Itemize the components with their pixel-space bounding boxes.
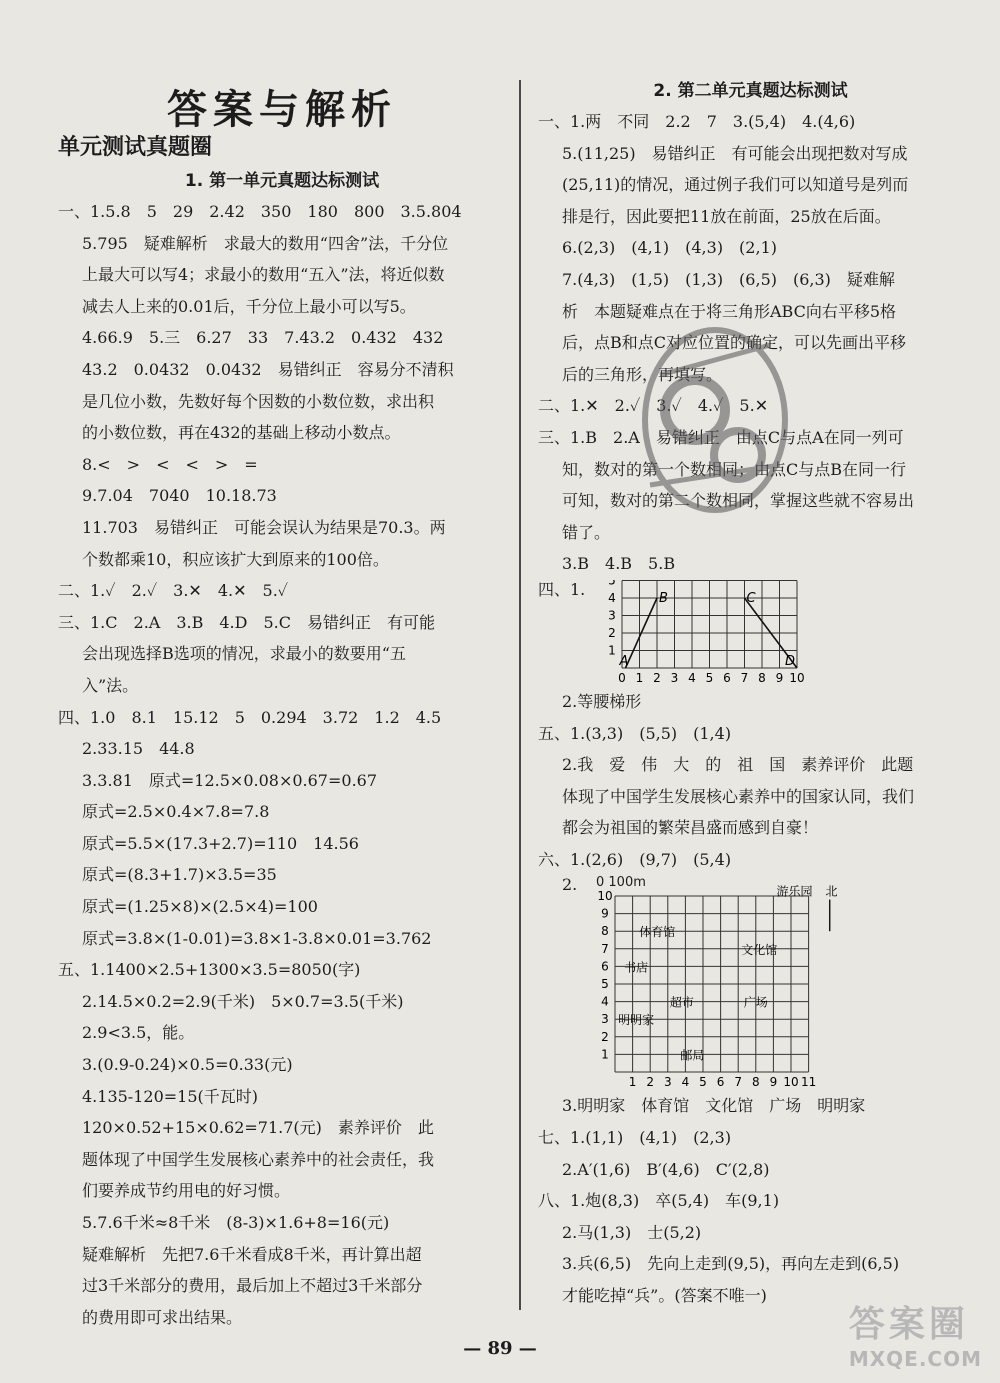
answer-line: 原式=(1.25×8)×(2.5×4)=100 — [82, 897, 318, 917]
answer-line: 43.2 0.0432 0.0432 易错纠正 容易分不清积 — [82, 359, 454, 379]
answer-line: 2.A′(1,6) B′(4,6) C′(2,8) — [562, 1159, 770, 1179]
x-tick-label: 5 — [699, 1075, 707, 1090]
answer-line: 析 本题疑难点在于将三角形ABC向右平移5格 — [562, 301, 897, 321]
answer-line: 2.33.15 44.8 — [82, 739, 195, 759]
x-tick-label: 4 — [688, 670, 696, 685]
answer-line: 8.< > < < > = — [82, 454, 258, 474]
answer-line: 们要养成节约用电的好习惯。 — [82, 1181, 291, 1201]
map-scale: 0 100m — [596, 875, 646, 891]
map-place-label: 北 — [825, 885, 838, 900]
unit-1-answers — [58, 196, 506, 1333]
x-tick-label: 3 — [663, 1075, 672, 1090]
unit-2-answers-part-3 — [538, 1090, 963, 1311]
answer-line: 二、1.✓ 2.✓ 3.✕ 4.✕ 5.✓ — [58, 581, 289, 601]
map-grid — [538, 875, 963, 1090]
test-title-unit-1: 1. 第一单元真题达标测试 — [184, 171, 380, 191]
answer-line: 2.14.5×0.2=2.9(千米) 5×0.7=3.5(千米) — [82, 991, 404, 1011]
coordinate-grid-trapezoid — [538, 580, 963, 686]
answer-line: 过3千米部分的费用，最后加上不超过3千米部分 — [82, 1276, 423, 1296]
answer-line: 入”法。 — [82, 675, 139, 695]
answer-line: 5.7.6千米≈8千米 (8-3)×1.6+8=16(元) — [82, 1213, 390, 1232]
answer-line: 都会为祖国的繁荣昌盛而感到自豪！ — [562, 818, 819, 838]
y-tick-label: 5 — [601, 977, 609, 992]
answer-line: 11.703 易错纠正 可能会误认为结果是70.3。两 — [82, 517, 446, 537]
watermark-domain: MXQE.COM — [848, 1347, 982, 1371]
answer-line: 会出现选择B选项的情况，求最小的数要用“五 — [82, 644, 406, 664]
x-tick-label: 8 — [751, 1075, 760, 1090]
answer-line: 5.795 疑难解析 求最大的数用“四舍”法，千分位 — [82, 233, 449, 253]
y-tick-label: 3 — [601, 1012, 609, 1027]
answer-line: 4.66.9 5.三 6.27 33 7.43.2 0.432 432 — [82, 328, 444, 348]
y-tick-label: 1 — [608, 643, 616, 658]
x-tick-label: 1 — [635, 670, 644, 685]
answer-line: 3.3.81 原式=12.5×0.08×0.67=0.67 — [82, 770, 378, 790]
answer-line: 后，点B和点C对应位置的确定，可以先画出平移 — [562, 333, 907, 353]
map-place-label: 体育馆 — [639, 925, 676, 940]
y-tick-label: 9 — [601, 907, 609, 922]
answer-line: 一、1.5.8 5 29 2.42 350 180 800 3.5.804 — [58, 202, 462, 221]
answer-line: 题体现了中国学生发展核心素养中的社会责任，我 — [82, 1149, 435, 1169]
promo-stamp-image — [620, 315, 810, 525]
answer-line: 2.我 爱 伟 大 的 祖 国 素养评价 此题 — [562, 755, 914, 775]
trapezoid-grid-svg — [538, 580, 963, 686]
answer-line: 2.马(1,3) 士(5,2) — [562, 1222, 702, 1242]
answer-line: 是几位小数，先数好每个因数的小数位数，求出积 — [82, 391, 435, 411]
answer-line: 三、1.C 2.A 3.B 4.D 5.C 易错纠正 有可能 — [58, 612, 435, 632]
x-tick-label: 6 — [716, 1075, 725, 1090]
x-tick-label: 2 — [653, 670, 661, 685]
map-grid-svg — [538, 875, 963, 1090]
answer-line: 个数都乘10，积应该扩大到原来的100倍。 — [82, 549, 389, 569]
answer-line: 原式=3.8×(1-0.01)=3.8×1-3.8×0.01=3.762 — [82, 928, 432, 948]
answer-line: 3.兵(6,5) 先向上走到(9,5)，再向左走到(6,5) — [562, 1254, 900, 1274]
x-tick-label: 2 — [646, 1075, 655, 1090]
watermark-logo-text: 答案圈 — [848, 1304, 969, 1345]
x-tick-label: 11 — [800, 1075, 817, 1090]
x-tick-label: 5 — [705, 670, 714, 685]
page-title: 答案与解析 — [167, 87, 397, 133]
map-place-label: 明明家 — [618, 1013, 655, 1028]
x-tick-label: 10 — [789, 670, 805, 685]
point-label: D — [785, 653, 796, 669]
answer-line: 9.7.04 7040 10.18.73 — [82, 486, 277, 506]
answer-line: 2.9<3.5，能。 — [82, 1023, 195, 1043]
question-label: 四、1. — [538, 579, 586, 599]
y-tick-label: 3 — [608, 608, 616, 623]
x-tick-label: 8 — [758, 670, 766, 685]
answer-line: 一、1.两 不同 2.2 7 3.(5,4) 4.(4,6) — [538, 112, 856, 131]
answer-line: 减去人上来的0.01后，千分位上最小可以写5。 — [82, 296, 416, 316]
answer-line: 可知，数对的第二个数相同，掌握这些就不容易出 — [562, 491, 915, 511]
question-label: 2. — [562, 875, 578, 895]
answer-line: 3.明明家 体育馆 文化馆 广场 明明家 — [562, 1096, 866, 1116]
answer-line: 后的三角形，再填写。 — [562, 364, 723, 384]
x-tick-label: 3 — [670, 670, 679, 685]
x-tick-label: 9 — [769, 1075, 778, 1090]
y-tick-label: 5 — [608, 579, 616, 588]
y-tick-label: 4 — [608, 590, 616, 605]
unit-2-answers-part-2 — [538, 686, 963, 876]
map-place-label: 文化馆 — [741, 943, 778, 958]
right-column — [538, 76, 963, 1312]
x-tick-label: 0 — [618, 670, 626, 685]
answer-line: 原式=(8.3+1.7)×3.5=35 — [82, 865, 277, 885]
answer-line: 才能吃掉“兵”。(答案不唯一) — [562, 1286, 767, 1306]
answer-line: 3.(0.9-0.24)×0.5=0.33(元) — [82, 1055, 293, 1075]
map-place-label: 广场 — [743, 996, 768, 1011]
answer-line: 错了。 — [562, 522, 611, 542]
y-tick-label: 1 — [601, 1047, 609, 1062]
point-label: A — [619, 653, 629, 669]
answer-line: (25,11)的情况，通过例子我们可以知道号是列而 — [562, 175, 909, 195]
y-tick-label: 10 — [597, 889, 613, 904]
answer-line: 五、1.1400×2.5+1300×3.5=8050(字) — [58, 960, 361, 980]
answer-line: 的小数位数，再在432的基础上移动小数点。 — [82, 423, 401, 443]
point-label: C — [746, 590, 756, 606]
test-title-unit-2: 2. 第二单元真题达标测试 — [653, 81, 848, 101]
answer-line: 7.(4,3) (1,5) (1,3) (6,5) (6,3) 疑难解 — [562, 269, 895, 289]
x-tick-label: 7 — [734, 1075, 743, 1090]
x-tick-label: 1 — [628, 1075, 637, 1090]
page-number: — 89 — — [463, 1338, 537, 1359]
point-label: B — [659, 590, 668, 606]
section-title: 单元测试真题圈 — [58, 135, 213, 160]
answer-line: 疑难解析 先把7.6千米看成8千米，再计算出超 — [82, 1244, 422, 1264]
answer-line: 6.(2,3) (4,1) (4,3) (2,1) — [562, 238, 777, 258]
y-tick-label: 6 — [601, 959, 609, 974]
site-watermark-logo — [849, 1296, 982, 1371]
x-tick-label: 10 — [783, 1075, 799, 1090]
answer-line: 原式=5.5×(17.3+2.7)=110 14.56 — [82, 833, 359, 853]
answer-line: 五、1.(3,3) (5,5) (1,4) — [538, 723, 732, 743]
answer-line: 上最大可以写4；求最小的数用“五入”法，将近似数 — [82, 265, 445, 285]
y-tick-label: 4 — [601, 995, 609, 1010]
map-place-label: 游乐园 — [776, 885, 813, 900]
answer-line: 120×0.52+15×0.62=71.7(元) 素养评价 此 — [82, 1118, 434, 1138]
answer-line: 4.135-120=15(千瓦时) — [82, 1086, 259, 1106]
x-tick-label: 4 — [681, 1075, 690, 1090]
x-tick-label: 6 — [723, 670, 731, 685]
column-divider — [519, 80, 521, 1310]
answer-line: 3.B 4.B 5.B — [562, 554, 676, 574]
answer-line: 七、1.(1,1) (4,1) (2,3) — [538, 1128, 732, 1148]
map-place-label: 邮局 — [680, 1048, 705, 1063]
answer-line: 六、1.(2,6) (9,7) (5,4) — [538, 849, 732, 869]
map-place-label: 书店 — [624, 960, 649, 975]
y-tick-label: 2 — [608, 625, 616, 640]
answer-line: 5.(11,25) 易错纠正 有可能会出现把数对写成 — [562, 143, 908, 163]
y-tick-label: 2 — [601, 1030, 609, 1045]
answer-line: 四、1.0 8.1 15.12 5 0.294 3.72 1.2 4.5 — [58, 707, 442, 727]
x-tick-label: 9 — [775, 670, 784, 685]
x-tick-label: 7 — [740, 670, 749, 685]
y-tick-label: 8 — [601, 924, 609, 939]
map-place-label: 超市 — [669, 996, 694, 1011]
answer-line: 原式=2.5×0.4×7.8=7.8 — [82, 802, 270, 822]
answer-line: 体现了中国学生发展核心素养中的国家认同，我们 — [562, 786, 915, 806]
answer-line: 知，数对的第一个数相同；由点C与点B在同一行 — [562, 459, 907, 479]
answer-line: 八、1.炮(8,3) 卒(5,4) 车(9,1) — [538, 1191, 780, 1211]
answer-line: 排是行，因此要把11放在前面，25放在后面。 — [562, 206, 891, 226]
answer-line: 三、1.B 2.A 易错纠正 由点C与点A在同一列可 — [538, 427, 904, 447]
left-column — [58, 166, 506, 1333]
y-tick-label: 7 — [601, 942, 609, 957]
answer-line: 二、1.✕ 2.✓ 3.✓ 4.✓ 5.✕ — [538, 396, 769, 416]
answer-line: 的费用即可求出结果。 — [82, 1307, 243, 1327]
answer-line: 2.等腰梯形 — [562, 691, 642, 711]
